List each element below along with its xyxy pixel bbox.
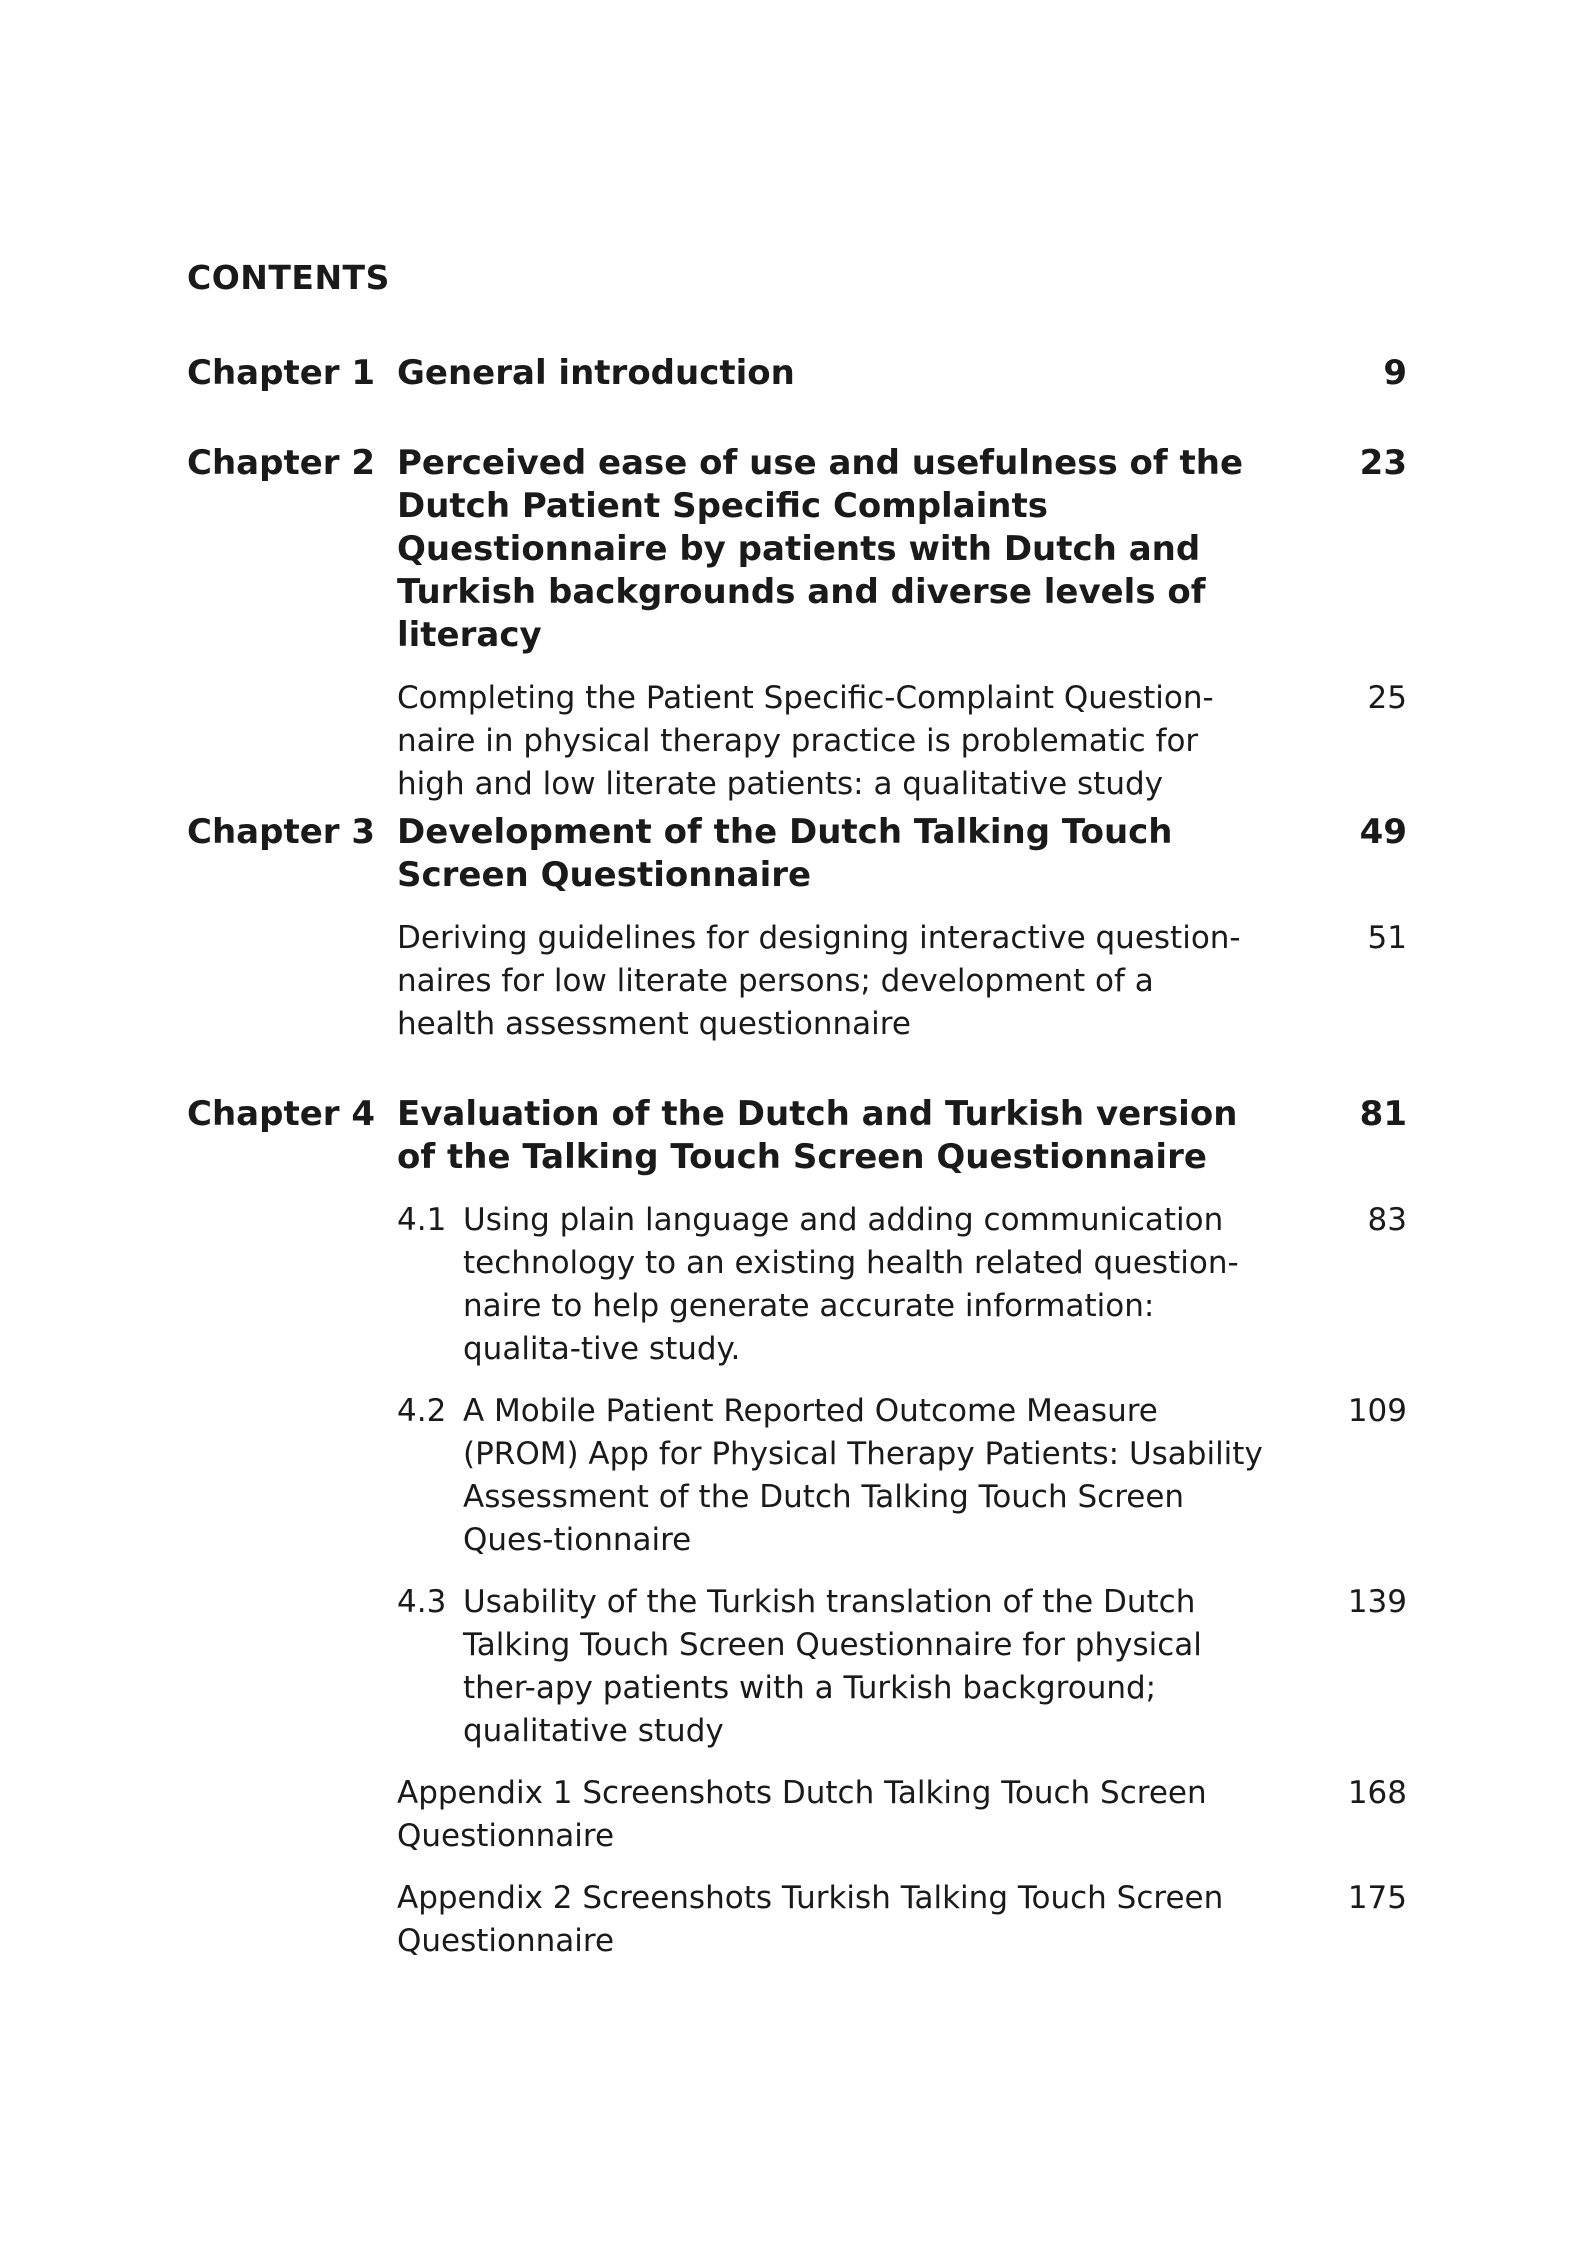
toc-entry-chapter-1[interactable] bbox=[187, 352, 1407, 395]
appendix-title: Appendix 2 Screenshots Turkish Talking Touch Screen Questionnaire bbox=[397, 1880, 1224, 1959]
section-row[interactable] bbox=[187, 917, 1407, 1046]
section-row-4-2[interactable] bbox=[187, 1390, 1407, 1562]
section-title: Deriving guidelines for designing interactive question-naires for low literate persons; development of a health assessment questionnaire bbox=[397, 920, 1241, 1042]
toc-entry-chapter-4[interactable] bbox=[187, 1093, 1407, 1963]
appendix-title: Appendix 1 Screenshots Dutch Talking Touch Screen Questionnaire bbox=[397, 1775, 1207, 1854]
appendix-page-number: 175 bbox=[1347, 1880, 1407, 1916]
toc-entry-chapter-2[interactable] bbox=[187, 442, 1407, 806]
chapter-row bbox=[187, 811, 1407, 897]
chapter-row bbox=[187, 1093, 1407, 1179]
section-page-number: 83 bbox=[1367, 1202, 1407, 1238]
section-number: 4.1 bbox=[397, 1202, 447, 1238]
appendix-page-number: 168 bbox=[1347, 1775, 1407, 1811]
appendix-row-1[interactable] bbox=[187, 1772, 1407, 1858]
section-title: A Mobile Patient Reported Outcome Measure (PROM) App for Physical Therapy Patients: Usability Assessment of the Dutch Talking Touch Screen Ques-tionnaire bbox=[463, 1393, 1263, 1558]
section-title: Usability of the Turkish translation of the Dutch Talking Touch Screen Questionnaire for physical ther-apy patients with a Turkish background; qualitative study bbox=[463, 1584, 1202, 1749]
section-title: Completing the Patient Specific-Complaint Question-naire in physical therapy practice is problematic for high and low literate patients: a qualitative study bbox=[397, 680, 1214, 802]
chapter-title: General introduction bbox=[397, 353, 795, 393]
section-number: 4.3 bbox=[397, 1584, 447, 1620]
chapter-label: Chapter 3 bbox=[187, 812, 376, 852]
chapter-title: Evaluation of the Dutch and Turkish version of the Talking Touch Screen Questionnaire bbox=[397, 1094, 1238, 1177]
chapter-row bbox=[187, 352, 1407, 395]
chapter-page-number: 23 bbox=[1359, 443, 1407, 483]
section-row-4-1[interactable] bbox=[187, 1199, 1407, 1371]
section-page-number: 51 bbox=[1367, 920, 1407, 956]
chapter-page-number: 9 bbox=[1383, 353, 1407, 393]
section-page-number: 109 bbox=[1347, 1393, 1407, 1429]
chapter-label: Chapter 2 bbox=[187, 443, 376, 483]
chapter-label: Chapter 4 bbox=[187, 1094, 376, 1134]
toc-entry-chapter-3[interactable] bbox=[187, 811, 1407, 1046]
chapter-label: Chapter 1 bbox=[187, 353, 376, 393]
contents-heading: CONTENTS bbox=[187, 258, 390, 297]
chapter-row bbox=[187, 442, 1407, 657]
section-row[interactable] bbox=[187, 677, 1407, 806]
section-row-4-3[interactable] bbox=[187, 1581, 1407, 1753]
chapter-page-number: 81 bbox=[1359, 1094, 1407, 1134]
appendix-row-2[interactable] bbox=[187, 1877, 1407, 1963]
section-page-number: 139 bbox=[1347, 1584, 1407, 1620]
chapter-title: Development of the Dutch Talking Touch Screen Questionnaire bbox=[397, 812, 1173, 895]
section-page-number: 25 bbox=[1367, 680, 1407, 716]
section-title: Using plain language and adding communication technology to an existing health related question-naire to help generate accurate information: qualita-tive study. bbox=[463, 1202, 1239, 1367]
chapter-page-number: 49 bbox=[1359, 812, 1407, 852]
section-number: 4.2 bbox=[397, 1393, 447, 1429]
chapter-title: Perceived ease of use and usefulness of the Dutch Patient Specific Complaints Questionnaire by patients with Dutch and Turkish backgrounds and diverse levels of literacy bbox=[397, 443, 1244, 655]
